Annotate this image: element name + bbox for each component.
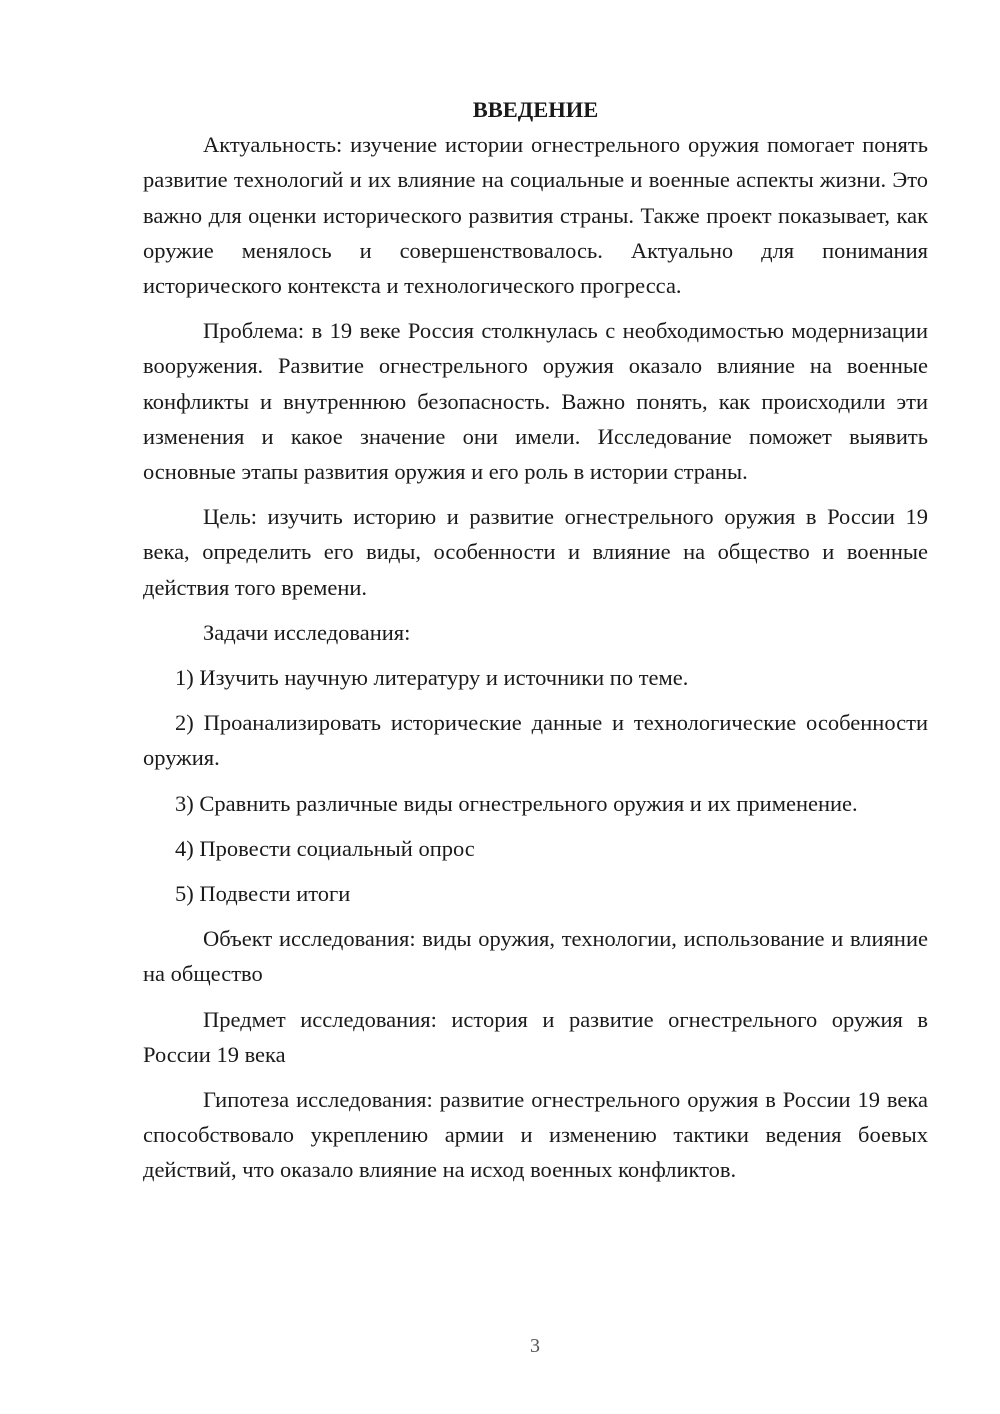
section-title: ВВЕДЕНИЕ [472,97,599,122]
paragraph-subject: Предмет исследования: история и развитие огнестрельного оружия в России 19 века [143,1006,928,1067]
paragraph-tasks-heading: Задачи исследования: [203,619,411,645]
paragraph-problem: Проблема: в 19 веке Россия столкнулась с необходимостью модернизации вооружения. Развитие огнестрельного оружия оказало влияние на военные конфликты и внутреннюю безопасность. Важно понять, как происходили эти изменения и какое значение они имели. Исследование поможет выявить основные этапы развития оружия и его роль в истории страны. [143,318,928,485]
task-item: 3) Сравнить различные виды огнестрельного оружия и их применение. [175,790,858,816]
page-content [143,92,928,1198]
task-item: 2) Проанализировать исторические данные и технологические особенности оружия. [143,710,928,771]
page-number: 3 [530,1335,540,1357]
paragraph-object: Объект исследования: виды оружия, технологии, использование и влияние на общество [143,926,928,987]
paragraph-goal: Цель: изучить историю и развитие огнестрельного оружия в России 19 века, определить его виды, особенности и влияние на общество и военные действия того времени. [143,504,928,600]
paragraph-hypothesis: Гипотеза исследования: развитие огнестрельного оружия в России 19 века способствовало укреплению армии и изменению тактики ведения боевых действий, что оказало влияние на исход военных конфликтов. [143,1087,928,1183]
task-item: 4) Провести социальный опрос [175,835,475,861]
task-item: 5) Подвести итоги [175,881,351,907]
task-item: 1) Изучить научную литературу и источники по теме. [175,665,689,691]
paragraph-relevance: Актуальность: изучение истории огнестрельного оружия помогает понять развитие технологий и их влияние на социальные и военные аспекты жизни. Это важно для оценки исторического развития страны. Также проект показывает, как оружие менялось и совершенствовалось. Актуально для понимания исторического контекста и технологического прогресса. [143,132,928,299]
